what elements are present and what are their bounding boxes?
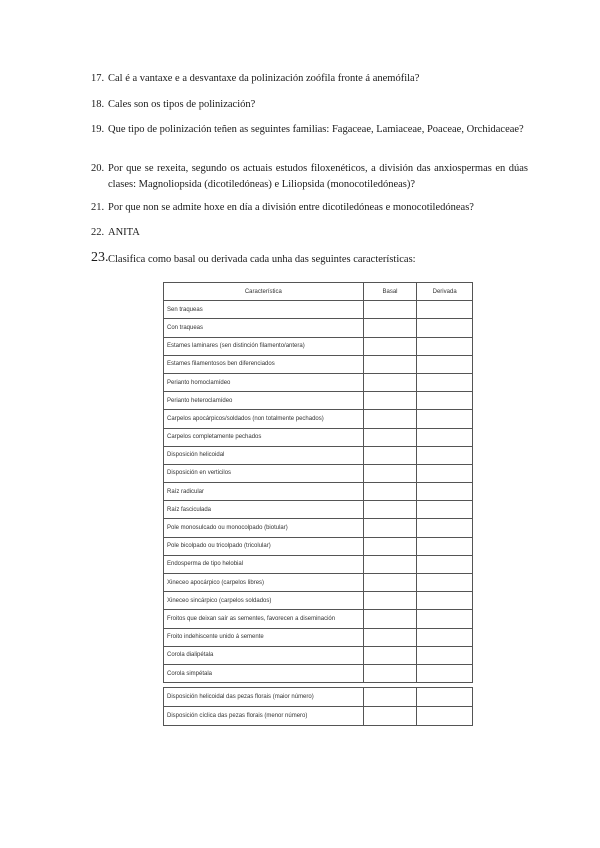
derived-cell[interactable] xyxy=(417,707,473,726)
characteristic-cell: Raíz radicular xyxy=(164,483,364,501)
derived-cell[interactable] xyxy=(417,537,473,555)
basal-cell[interactable] xyxy=(363,355,417,373)
basal-cell[interactable] xyxy=(363,446,417,464)
table-row xyxy=(164,428,473,446)
derived-cell[interactable] xyxy=(417,464,473,482)
characteristic-cell: Estames filamentosos ben diferenciados xyxy=(164,355,364,373)
basal-cell[interactable] xyxy=(363,592,417,610)
characteristic-cell: Disposición cíclica das pezas florais (menor número) xyxy=(164,707,364,726)
derived-cell[interactable] xyxy=(417,628,473,646)
basal-cell[interactable] xyxy=(363,464,417,482)
question-text: ANITA xyxy=(108,227,140,238)
derived-cell[interactable] xyxy=(417,355,473,373)
characteristic-cell: Con traqueas xyxy=(164,319,364,337)
characteristic-cell: Froitos que deixan saír as sementes, favorecen a diseminación xyxy=(164,610,364,628)
characteristic-cell: Carpelos apocárpicos/soldados (non totalmente pechados) xyxy=(164,410,364,428)
question-text: Por que se rexeita, segundo os actuais estudos filoxenéticos, a división das anxiospermas en dúas clases: Magnoliopsida (dicotiledóneas) e Liliopsida (monocotiledóneas)? xyxy=(108,163,528,190)
table-row xyxy=(164,501,473,519)
basal-cell[interactable] xyxy=(363,688,417,707)
characteristic-cell: Froito indehiscente unido á semente xyxy=(164,628,364,646)
table-row xyxy=(164,301,473,319)
table-row xyxy=(164,664,473,682)
table-row xyxy=(164,410,473,428)
derived-cell[interactable] xyxy=(417,574,473,592)
derived-cell[interactable] xyxy=(417,428,473,446)
question-text: Cal é a vantaxe e a desvantaxe da polinización zoófila fronte á anemófila? xyxy=(108,73,420,84)
characteristic-cell: Xineceo sincárpico (carpelos soldados) xyxy=(164,592,364,610)
derived-cell[interactable] xyxy=(417,410,473,428)
question-number: 23. xyxy=(91,250,109,265)
table-row xyxy=(164,319,473,337)
question-number: 18. xyxy=(91,99,105,110)
table-row xyxy=(164,555,473,573)
derived-cell[interactable] xyxy=(417,646,473,664)
characteristic-cell: Disposición helicoidal xyxy=(164,446,364,464)
characteristic-cell: Xineceo apocárpico (carpelos libres) xyxy=(164,574,364,592)
derived-cell[interactable] xyxy=(417,519,473,537)
table-row xyxy=(164,483,473,501)
question-19 xyxy=(91,122,528,138)
characteristic-cell: Endosperma de tipo helobial xyxy=(164,555,364,573)
question-17 xyxy=(91,71,528,87)
basal-cell[interactable] xyxy=(363,337,417,355)
basal-cell[interactable] xyxy=(363,373,417,391)
table-row xyxy=(164,574,473,592)
question-number: 19. xyxy=(91,124,105,135)
question-number: 21. xyxy=(91,202,105,213)
basal-cell[interactable] xyxy=(363,410,417,428)
question-text: Que tipo de polinización teñen as seguintes familias: Fagaceae, Lamiaceae, Poaceae, Orchidaceae? xyxy=(108,124,524,135)
characteristic-cell: Perianto heteroclamídeo xyxy=(164,392,364,410)
characteristics-table xyxy=(163,282,473,683)
characteristic-cell: Pole monosulcado ou monocolpado (biotular) xyxy=(164,519,364,537)
basal-cell[interactable] xyxy=(363,483,417,501)
question-number: 17. xyxy=(91,73,105,84)
characteristic-cell: Disposición en verticilos xyxy=(164,464,364,482)
characteristic-cell: Carpelos completamente pechados xyxy=(164,428,364,446)
extra-characteristics-table xyxy=(163,687,473,726)
characteristic-cell: Pole bicolpado ou tricolpado (tricolular) xyxy=(164,537,364,555)
derived-cell[interactable] xyxy=(417,301,473,319)
characteristic-cell: Perianto homoclamídeo xyxy=(164,373,364,391)
question-21 xyxy=(91,200,528,216)
table-row xyxy=(164,707,473,726)
basal-cell[interactable] xyxy=(363,610,417,628)
basal-cell[interactable] xyxy=(363,555,417,573)
table-row xyxy=(164,592,473,610)
question-number: 20. xyxy=(91,163,105,174)
table-row xyxy=(164,628,473,646)
basal-cell[interactable] xyxy=(363,574,417,592)
question-22 xyxy=(91,225,528,241)
derived-cell[interactable] xyxy=(417,483,473,501)
table-row xyxy=(164,537,473,555)
header-basal: Basal xyxy=(363,283,417,301)
characteristic-cell: Raíz fasciculada xyxy=(164,501,364,519)
derived-cell[interactable] xyxy=(417,592,473,610)
table-row xyxy=(164,646,473,664)
header-derived: Derivada xyxy=(417,283,473,301)
table-row xyxy=(164,355,473,373)
basal-cell[interactable] xyxy=(363,707,417,726)
characteristic-cell: Sen traqueas xyxy=(164,301,364,319)
basal-cell[interactable] xyxy=(363,519,417,537)
basal-cell[interactable] xyxy=(363,646,417,664)
derived-cell[interactable] xyxy=(417,688,473,707)
question-text: Por que non se admite hoxe en día a división entre dicotiledóneas e monocotiledóneas? xyxy=(108,202,474,213)
question-text: Cales son os tipos de polinización? xyxy=(108,99,256,110)
derived-cell[interactable] xyxy=(417,392,473,410)
derived-cell[interactable] xyxy=(417,610,473,628)
derived-cell[interactable] xyxy=(417,555,473,573)
characteristic-cell: Disposición helicoidal das pezas florais (maior número) xyxy=(164,688,364,707)
table-row xyxy=(164,464,473,482)
characteristic-cell: Estames laminares (sen distinción filamento/antera) xyxy=(164,337,364,355)
table-row xyxy=(164,446,473,464)
basal-cell[interactable] xyxy=(363,428,417,446)
question-number: 22. xyxy=(91,227,105,238)
table-row xyxy=(164,337,473,355)
basal-cell[interactable] xyxy=(363,628,417,646)
table-row xyxy=(164,392,473,410)
table-row xyxy=(164,688,473,707)
basal-cell[interactable] xyxy=(363,319,417,337)
characteristic-cell: Corola dialipétala xyxy=(164,646,364,664)
basal-cell[interactable] xyxy=(363,392,417,410)
basal-cell[interactable] xyxy=(363,664,417,682)
table-header-row xyxy=(164,283,473,301)
derived-cell[interactable] xyxy=(417,337,473,355)
derived-cell[interactable] xyxy=(417,446,473,464)
basal-cell[interactable] xyxy=(363,537,417,555)
question-23 xyxy=(91,252,528,268)
header-characteristic: Característica xyxy=(164,283,364,301)
derived-cell[interactable] xyxy=(417,664,473,682)
table-row xyxy=(164,610,473,628)
question-text: Clasifica como basal ou derivada cada unha das seguintes características: xyxy=(108,254,416,265)
question-18 xyxy=(91,97,528,113)
basal-cell[interactable] xyxy=(363,301,417,319)
table-row xyxy=(164,373,473,391)
table-row xyxy=(164,519,473,537)
derived-cell[interactable] xyxy=(417,501,473,519)
derived-cell[interactable] xyxy=(417,319,473,337)
basal-cell[interactable] xyxy=(363,501,417,519)
question-20 xyxy=(91,161,528,192)
derived-cell[interactable] xyxy=(417,373,473,391)
characteristic-cell: Corola simpétala xyxy=(164,664,364,682)
